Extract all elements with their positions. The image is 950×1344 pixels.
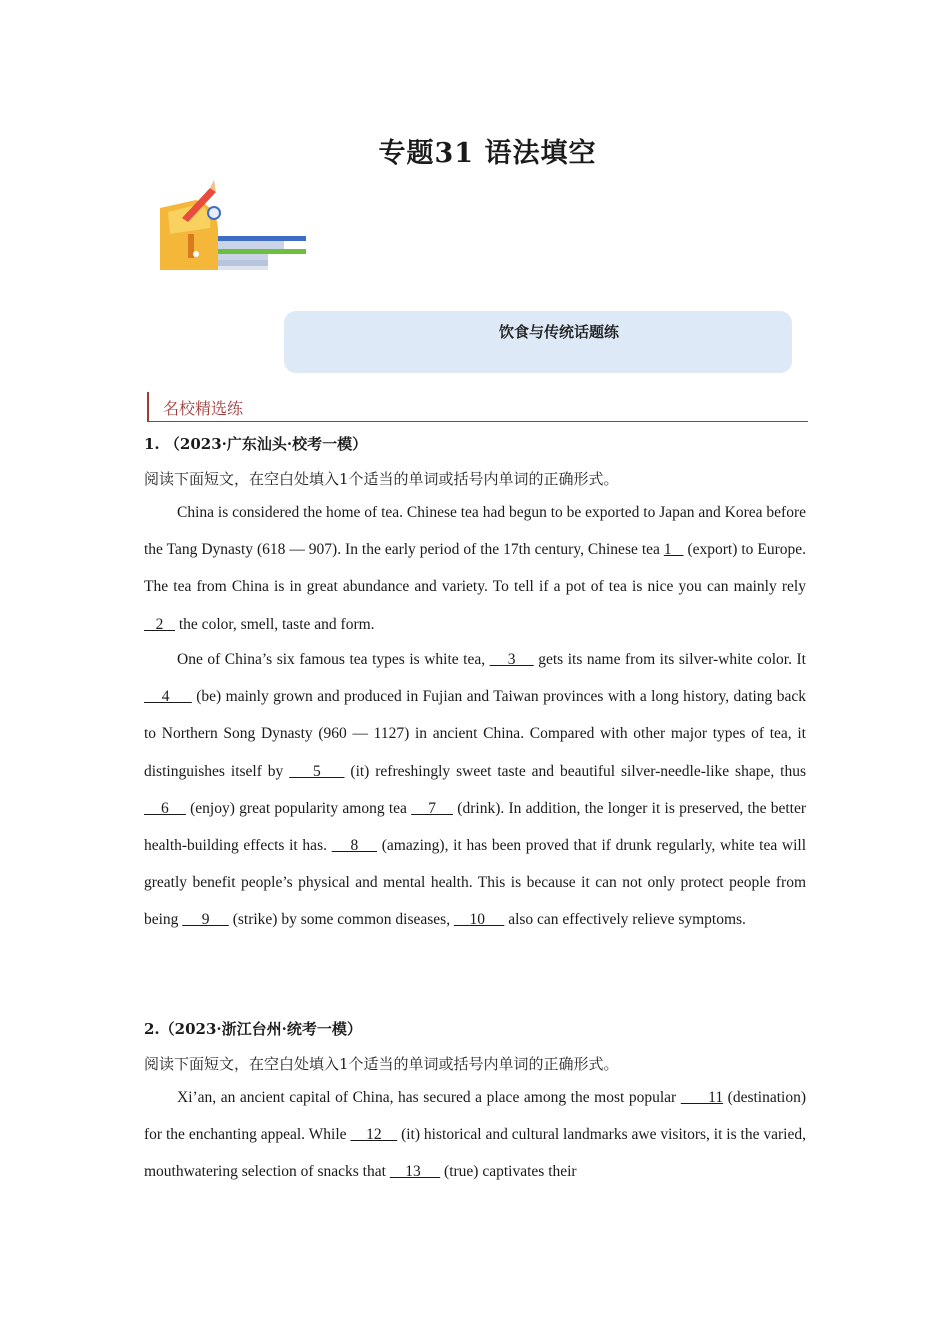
answer-blank: 1 <box>663 541 684 559</box>
answer-blank: 7 <box>411 799 454 817</box>
answer-blank: 13 <box>389 1163 441 1181</box>
passage-text: (amazing), it has been proved that if drunk regularly, white tea will greatly benefit people’s physical and mental health. This is because it can not only protect people from being <box>144 837 807 929</box>
question-2-instruction: 阅读下面短文，在空白处填入1个适当的单词或括号内单词的正确形式。 <box>144 1055 619 1073</box>
question-1-instruction: 阅读下面短文，在空白处填入1个适当的单词或括号内单词的正确形式。 <box>144 470 619 488</box>
passage-text: (it) historical and cultural landmarks awe visitors, it is the varied, mouthwatering selection of snacks that <box>144 1126 806 1181</box>
answer-blank: 9 <box>182 911 229 929</box>
passage-text: (destination) for the enchanting appeal. While <box>144 1089 806 1144</box>
passage-text: (enjoy) great popularity among tea <box>185 799 412 817</box>
topic-banner <box>284 311 792 373</box>
passage-text: also can effectively relieve symptoms. <box>504 911 746 929</box>
page-title: 专题31 语法填空 <box>378 138 597 169</box>
passage-text: (true) captivates their <box>440 1163 577 1181</box>
banner-label: 饮食与传统话题练 <box>498 323 619 341</box>
passage-text: (strike) by some common diseases, <box>228 911 454 929</box>
question-1-heading: 1. （2023·广东汕头·校考一模） <box>144 435 368 453</box>
section-label: 名校精选练 <box>163 399 244 418</box>
question-2-paragraph-1 <box>144 1079 806 1191</box>
books-pencil-icon <box>158 178 308 273</box>
question-1-paragraph-1 <box>144 494 806 643</box>
question-2-heading: 2.（2023·浙江台州·统考一模） <box>144 1020 362 1038</box>
passage-text: gets its name from its silver-white color. It <box>533 651 806 668</box>
answer-blank: 10 <box>453 911 505 929</box>
passage-text: (be) mainly grown and produced in Fujian and Taiwan provinces with a long history, dating back to Northern Song Dynasty (960 — 1127) in ancient China. Compared with other major types of tea, it distinguishes itself by <box>144 688 807 780</box>
section-header <box>147 392 808 422</box>
passage-text: One of China’s six famous tea types is white tea, <box>177 651 490 668</box>
books-pencil-illustration <box>158 178 308 278</box>
answer-blank: 5 <box>289 762 345 780</box>
answer-blank: 8 <box>331 837 378 855</box>
passage-text: (drink). In addition, the longer it is preserved, the better health-building effects it has. <box>144 799 807 855</box>
passage-text: (export) to Europe. The tea from China is in great abundance and variety. To tell if a pot of tea is nice you can mainly rely <box>144 541 806 596</box>
answer-blank: 6 <box>144 799 186 817</box>
passage-text: Xi’an, an ancient capital of China, has secured a place among the most popular <box>177 1089 681 1106</box>
passage-text: China is considered the home of tea. Chinese tea had begun to be exported to Japan and Korea before the Tang Dynasty (618 — 907). In the early period of the 17th century, Chinese tea <box>144 504 806 559</box>
answer-blank: 4 <box>144 688 192 706</box>
passage-text: (it) refreshingly sweet taste and beautiful silver-needle-like shape, thus <box>344 762 806 780</box>
answer-blank: 12 <box>350 1126 398 1144</box>
passage-text: the color, smell, taste and form. <box>175 615 375 633</box>
answer-blank: 11 <box>680 1089 724 1106</box>
question-1-paragraph-2 <box>144 641 806 939</box>
answer-blank: 2 <box>144 615 175 633</box>
answer-blank: 3 <box>489 651 534 668</box>
